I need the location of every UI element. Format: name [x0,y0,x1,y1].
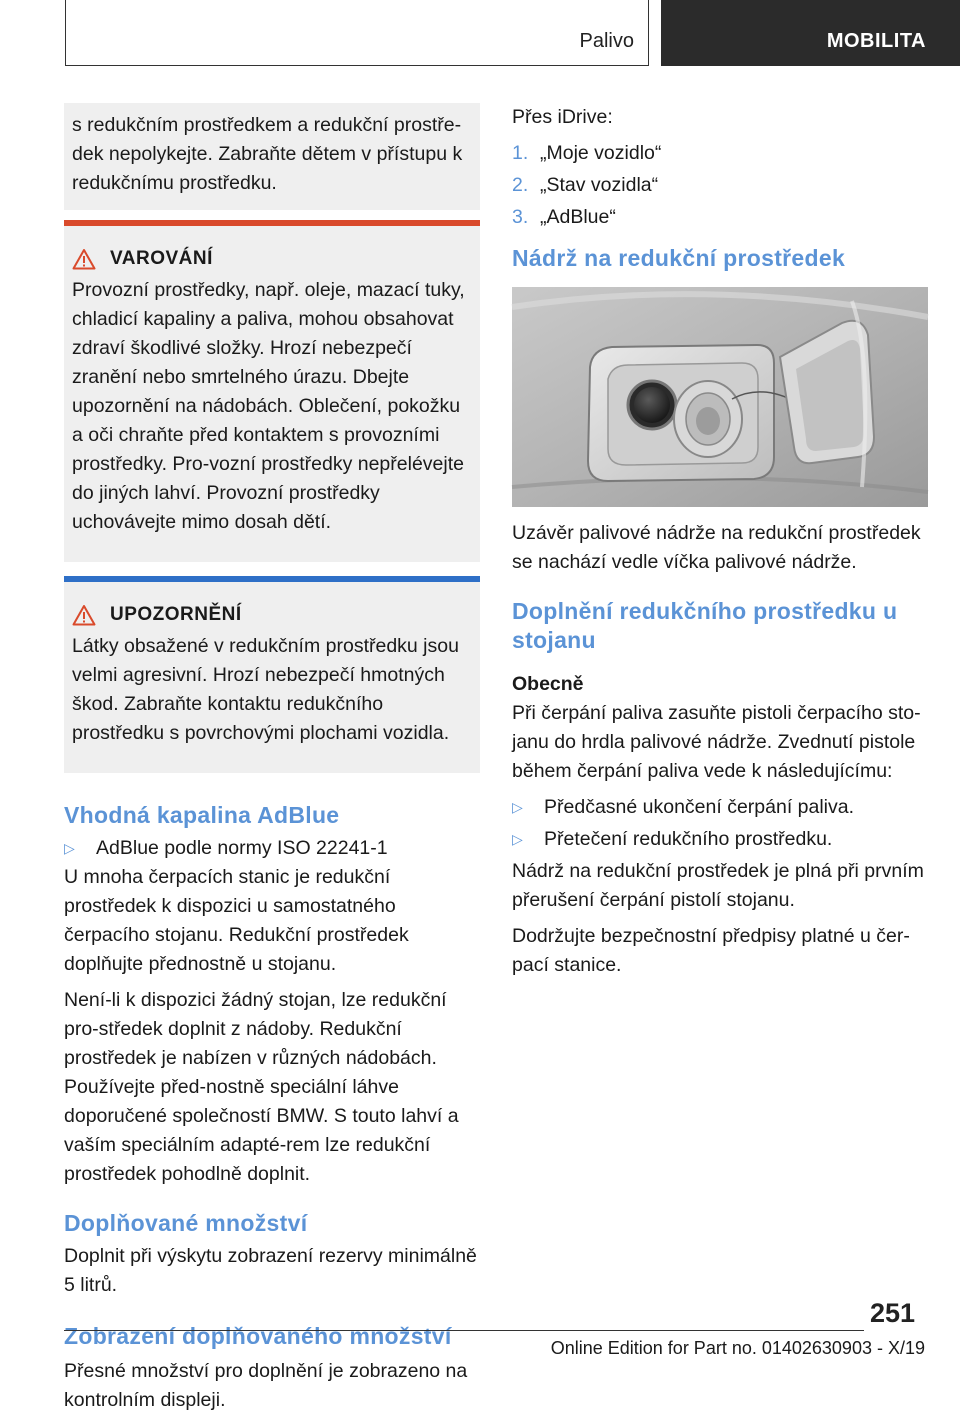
consequence-text: Přetečení redukčního prostředku. [544,828,833,850]
paragraph-containers: Není-li k dispozici žádný stojan, lze redukční pro-středek doplnit z nádoby. Redukční prostředek je nabízen v různých nádobách. Používejte před-nostně speciální láhve doporučené společností BMW. S touto lahví a vaším speciálním adapté-rem lze redukční prostředek pohodlně doplnit. [64,989,459,1185]
right-column [512,103,928,987]
list-item [512,793,928,822]
notice-title: UPOZORNĚNÍ [110,604,242,625]
heading-fill-amount: Doplňované množství [64,1210,308,1236]
warning-title-row [72,248,472,270]
consequences-list [512,793,928,854]
header-section-box [65,0,649,66]
footer-edition: Online Edition for Part no. 01402630903 - X/19 [550,1338,925,1358]
idrive-intro: Přes iDrive: [512,106,613,128]
header-chapter-tab [661,0,960,66]
warning-text: Provozní prostředky, např. oleje, mazací tuky, chladicí kapaliny a paliva, mohou obsahovat zdraví škodlivé složky. Hrozí nebezpečí zranění nebo smrtelného úrazu. Dbejte upozornění na nádobách. Oblečení, pokožku a oči chraňte před kontaktem s provozními prostředky. Pro-vozní prostředky nepřelévejte do jiných lahví. Provozní prostředky uchovávejte mimo dosah dětí. [72,279,465,533]
notice-text: Látky obsažené v redukčním prostředku jsou velmi agresivní. Hrozí nebezpečí hmotných škod. Zabraňte kontaktu redukčního prostředku s povrchovými plochami vozidla. [72,635,459,744]
heading-tank: Nádrž na redukční prostředek [512,245,846,271]
triangle-right-icon: ▷ [512,831,523,847]
list-item [512,203,928,232]
paragraph-safety: Dodržujte bezpečnostní předpisy platné u čer-pací stanice. [512,925,910,976]
paragraph-fill-display: Přesné množství pro doplnění je zobrazeno na kontrolním displeji. [64,1360,468,1411]
header-section-title: Palivo [579,30,634,52]
list-item [512,139,928,168]
intro-text: s redukčním prostředkem a redukční prostře-dek nepolykejte. Zabraňte dětem v přístupu k redukčnímu prostředku. [72,114,463,194]
notice-title-row [72,604,472,626]
idrive-steps [512,139,928,232]
adblue-norm-text: AdBlue podle normy ISO 22241-1 [96,837,388,859]
paragraph-tank-full: Nádrž na redukční prostředek je plná při prvním přerušení čerpání pistolí stojanu. [512,860,924,911]
warning-block [64,220,480,562]
heading-adblue: Vhodná kapalina AdBlue [64,802,340,828]
triangle-right-icon: ▷ [64,840,75,856]
left-column [64,103,480,1422]
figure-caption: Uzávěr palivové nádrže na redukční prostředek se nachází vedle víčka palivové nádrže. [512,522,921,573]
footer-divider [64,1330,864,1331]
paragraph-stations: U mnoha čerpacích stanic je redukční prostředek k dispozici u samostatného čerpacího stojanu. Redukční prostředek doplňujte přednostně u stojanu. [64,866,409,975]
heading-refill-at-pump: Doplnění redukčního prostředku u stojanu [512,598,898,653]
warning-triangle-icon [72,604,96,626]
step-number: 3. [512,206,529,228]
subheading-general: Obecně [512,673,584,695]
list-item [512,171,928,200]
step-number: 1. [512,142,529,164]
header-chapter-title: MOBILITA [826,30,926,52]
tank-cap-photo [512,287,928,507]
intro-box [64,103,480,210]
adblue-list [64,834,480,863]
step-text: „Stav vozidla“ [540,174,659,196]
list-item [512,825,928,854]
list-item [64,834,480,863]
warning-triangle-icon [72,248,96,270]
notice-block [64,576,480,773]
paragraph-general: Při čerpání paliva zasuňte pistoli čerpacího sto-janu do hrdla palivové nádrže. Zvednutí pistole během čerpání paliva vede k následujícímu: [512,702,921,782]
step-text: „AdBlue“ [540,206,616,228]
step-number: 2. [512,174,529,196]
warning-title: VAROVÁNÍ [110,248,213,269]
paragraph-fill-amount: Doplnit při výskytu zobrazení rezervy minimálně 5 litrů. [64,1245,477,1296]
triangle-right-icon: ▷ [512,799,523,815]
page-number: 251 [870,1298,916,1328]
consequence-text: Předčasné ukončení čerpání paliva. [544,796,855,818]
step-text: „Moje vozidlo“ [540,142,662,164]
heading-fill-display: Zobrazení doplňovaného množství [64,1323,452,1349]
